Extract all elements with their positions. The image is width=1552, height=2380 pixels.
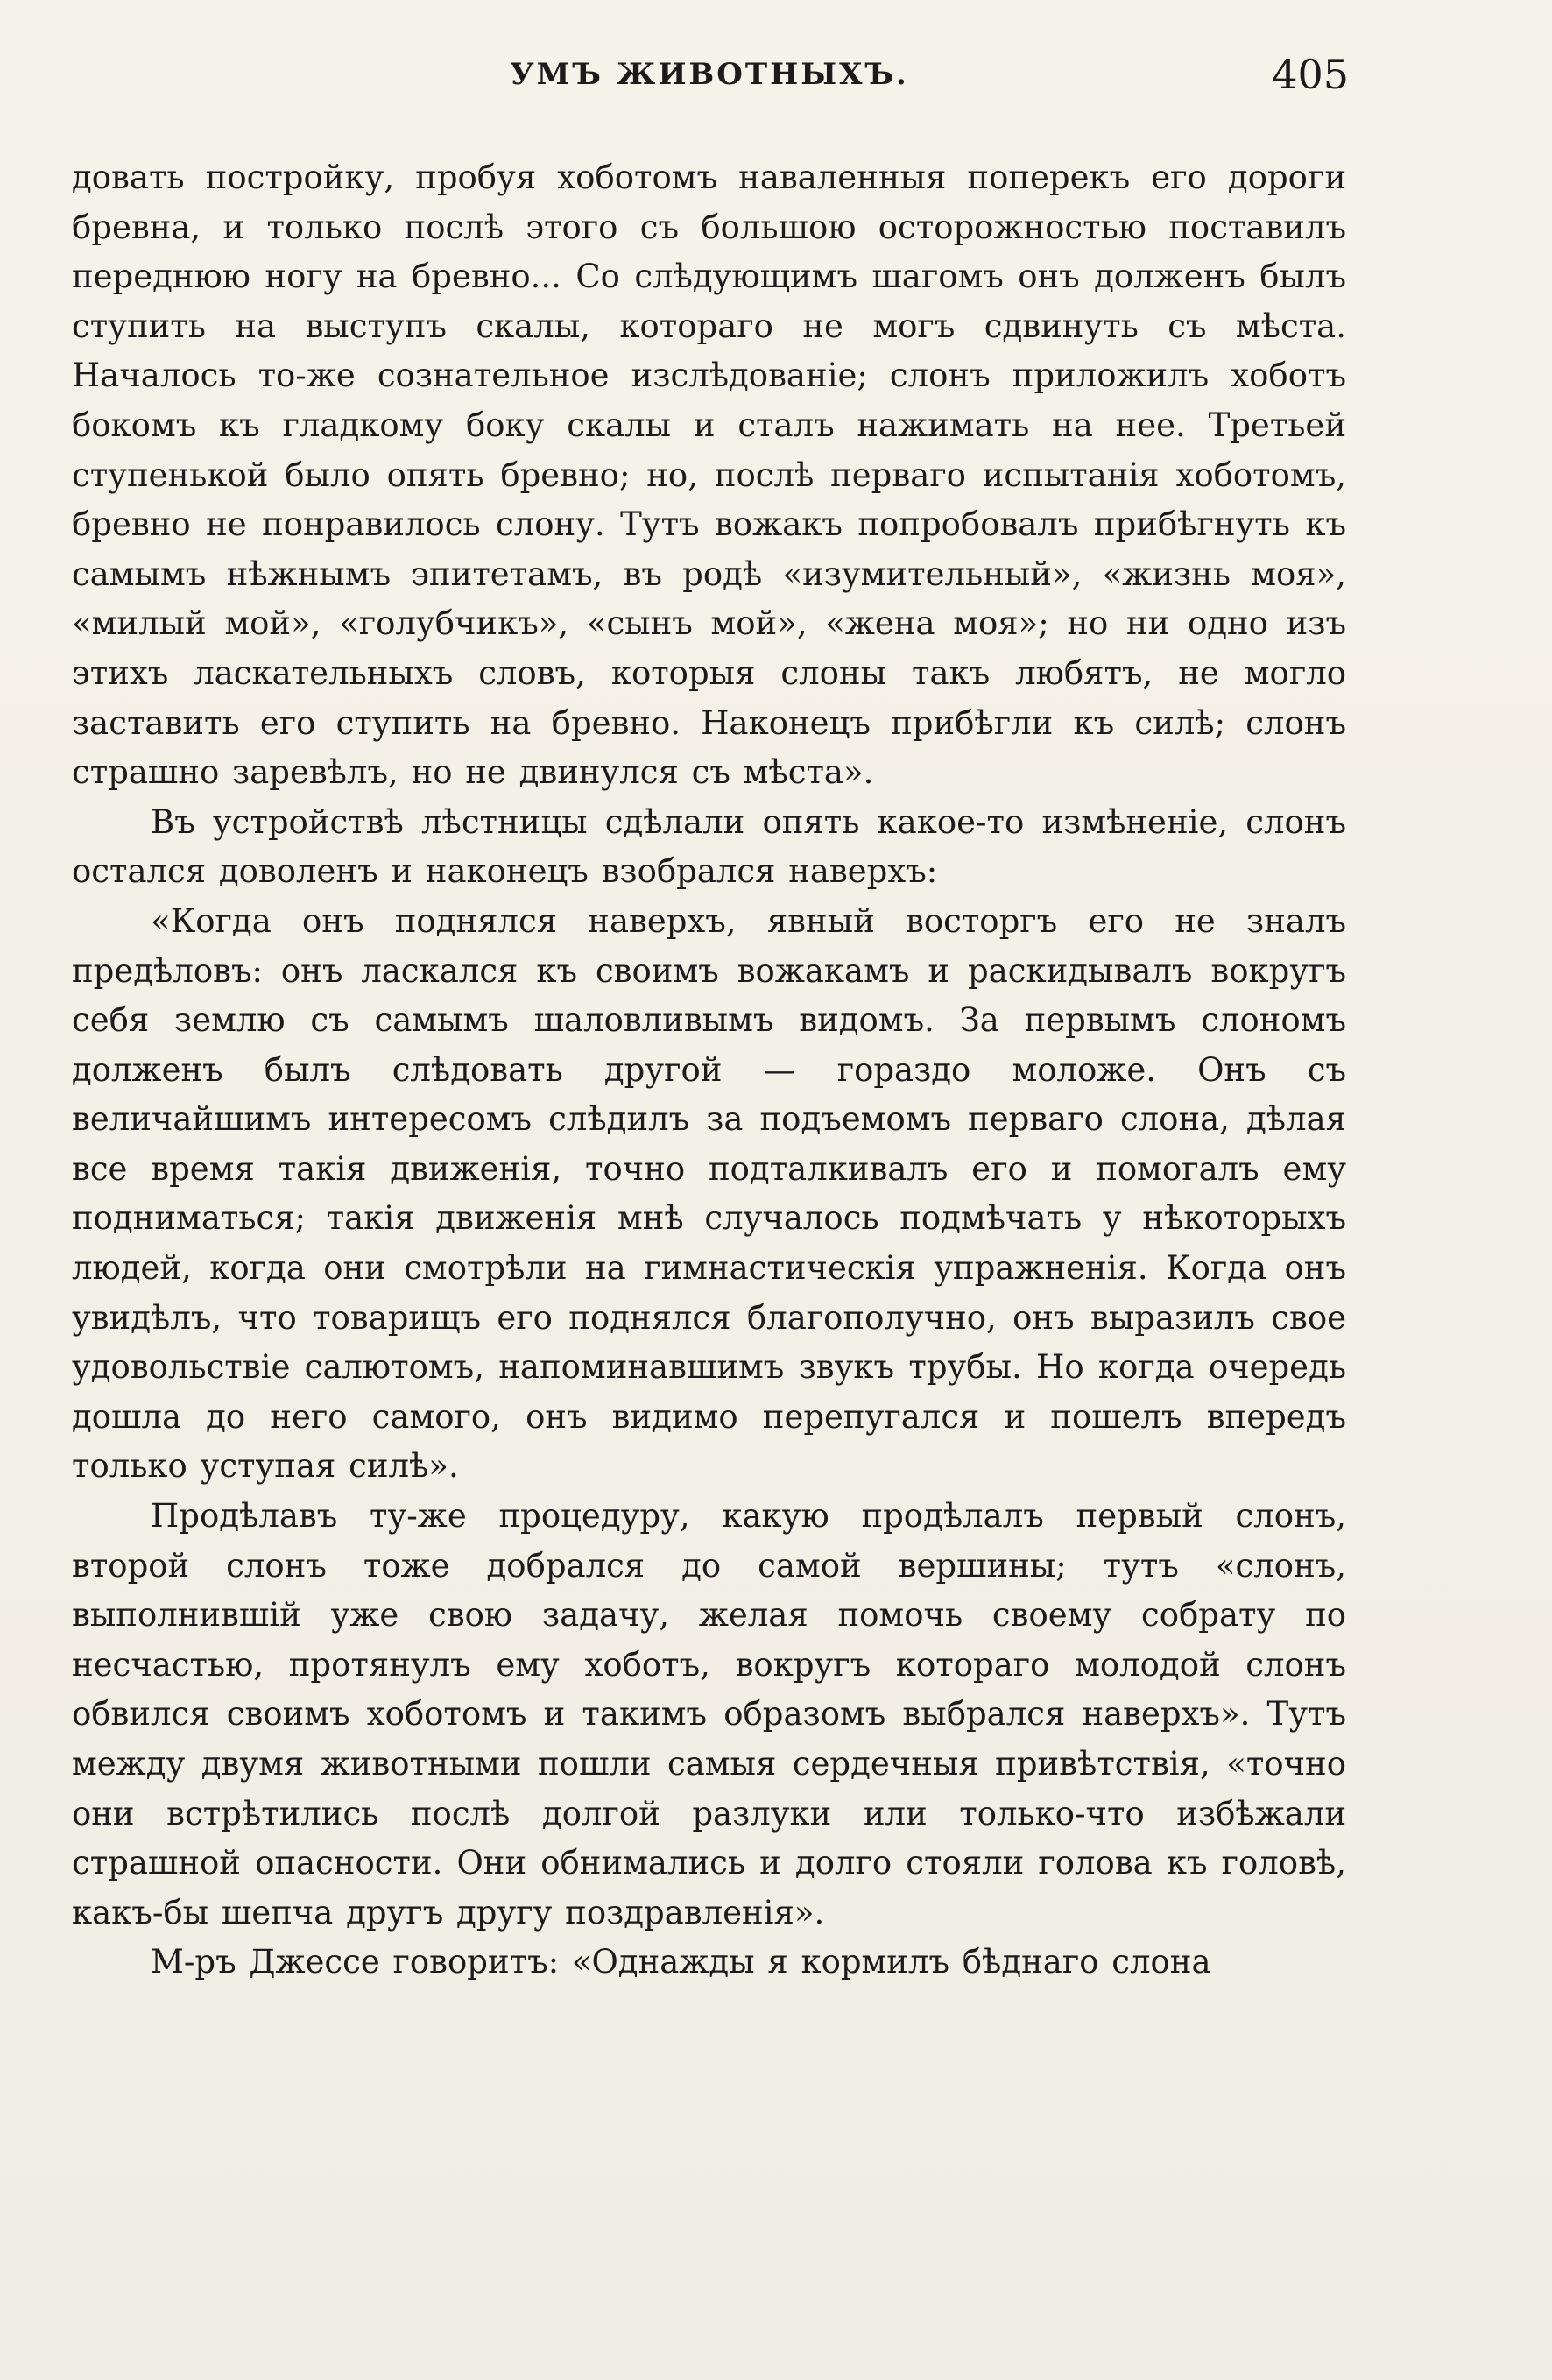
paragraph-last-line: М-ръ Джессе говоритъ: «Однажды я кормилъ бѣднаго слона <box>151 1943 1211 1981</box>
page-number: 405 <box>1272 51 1349 98</box>
running-title: УМЪ ЖИВОТНЫХЪ. <box>510 57 909 92</box>
paragraph-continuation: довать постройку, пробуя хоботомъ наваленныя поперекъ его дороги бревна, и только послѣ этого съ большою осторожностью поставилъ переднюю ногу на бревно... Со слѣдующимъ шагомъ онъ долженъ былъ ступить на выступъ скалы, котораго не могъ сдвинуть съ мѣста. Началось то-же сознательное изслѣдованіе; слонъ приложилъ хоботъ бокомъ къ гладкому боку скалы и сталъ нажимать на нее. Третьей ступенькой было опять бревно; но, послѣ перваго испытанія хоботомъ, бревно не понравилось слону. Тутъ вожакъ попробовалъ прибѣгнуть къ самымъ нѣжнымъ эпитетамъ, въ родѣ «изумительный», «жизнь моя», «милый мой», «голубчикъ», «сынъ мой», «жена моя»; но ни одно изъ этихъ ласкательныхъ словъ, которыя слоны такъ любятъ, не могло заставить его ступить на бревно. Наконецъ прибѣгли къ силѣ; слонъ страшно заревѣлъ, но не двинулся съ мѣста». <box>72 159 1346 792</box>
body-text <box>72 153 1346 1988</box>
paragraph-quote: «Когда онъ поднялся наверхъ, явный восторгъ его не зналъ предѣловъ: онъ ласкался къ своимъ вожакамъ и раскидывалъ вокругъ себя землю съ самымъ шаловливымъ видомъ. За первымъ слономъ долженъ былъ слѣдовать другой — гораздо моложе. Онъ съ величайшимъ интересомъ слѣдилъ за подъемомъ перваго слона, дѣлая все время такія движенія, точно подталкивалъ его и помогалъ ему подниматься; такія движенія мнѣ случалось подмѣчать у нѣкоторыхъ людей, когда они смотрѣли на гимнастическія упражненія. Когда онъ увидѣлъ, что товарищъ его поднялся благополучно, онъ выразилъ свое удовольствіе салютомъ, напоминавшимъ звукъ трубы. Но когда очередь дошла до него самого, онъ видимо перепугался и пошелъ впередъ только уступая силѣ». <box>72 901 1346 1486</box>
paragraph: Продѣлавъ ту-же процедуру, какую продѣлалъ первый слонъ, второй слонъ тоже добрался до самой вершины; тутъ «слонъ, выполнившій уже свою задачу, желая помочь своему собрату по несчастью, протянулъ ему хоботъ, вокругъ котораго молодой слонъ обвился своимъ хоботомъ и такимъ образомъ выбрался наверхъ». Тутъ между двумя животными пошли самыя сердечныя привѣтствія, «точно они встрѣтились послѣ долгой разлуки или только-что избѣжали страшной опасности. Они обнимались и долго стояли голова къ головѣ, какъ-бы шепча другъ другу поздравленія». <box>72 1497 1346 1932</box>
page-header <box>70 48 1349 101</box>
paragraph: Въ устройствѣ лѣстницы сдѣлали опять какое-то измѣненіе, слонъ остался доволенъ и наконецъ взобрался наверхъ: <box>72 802 1346 891</box>
